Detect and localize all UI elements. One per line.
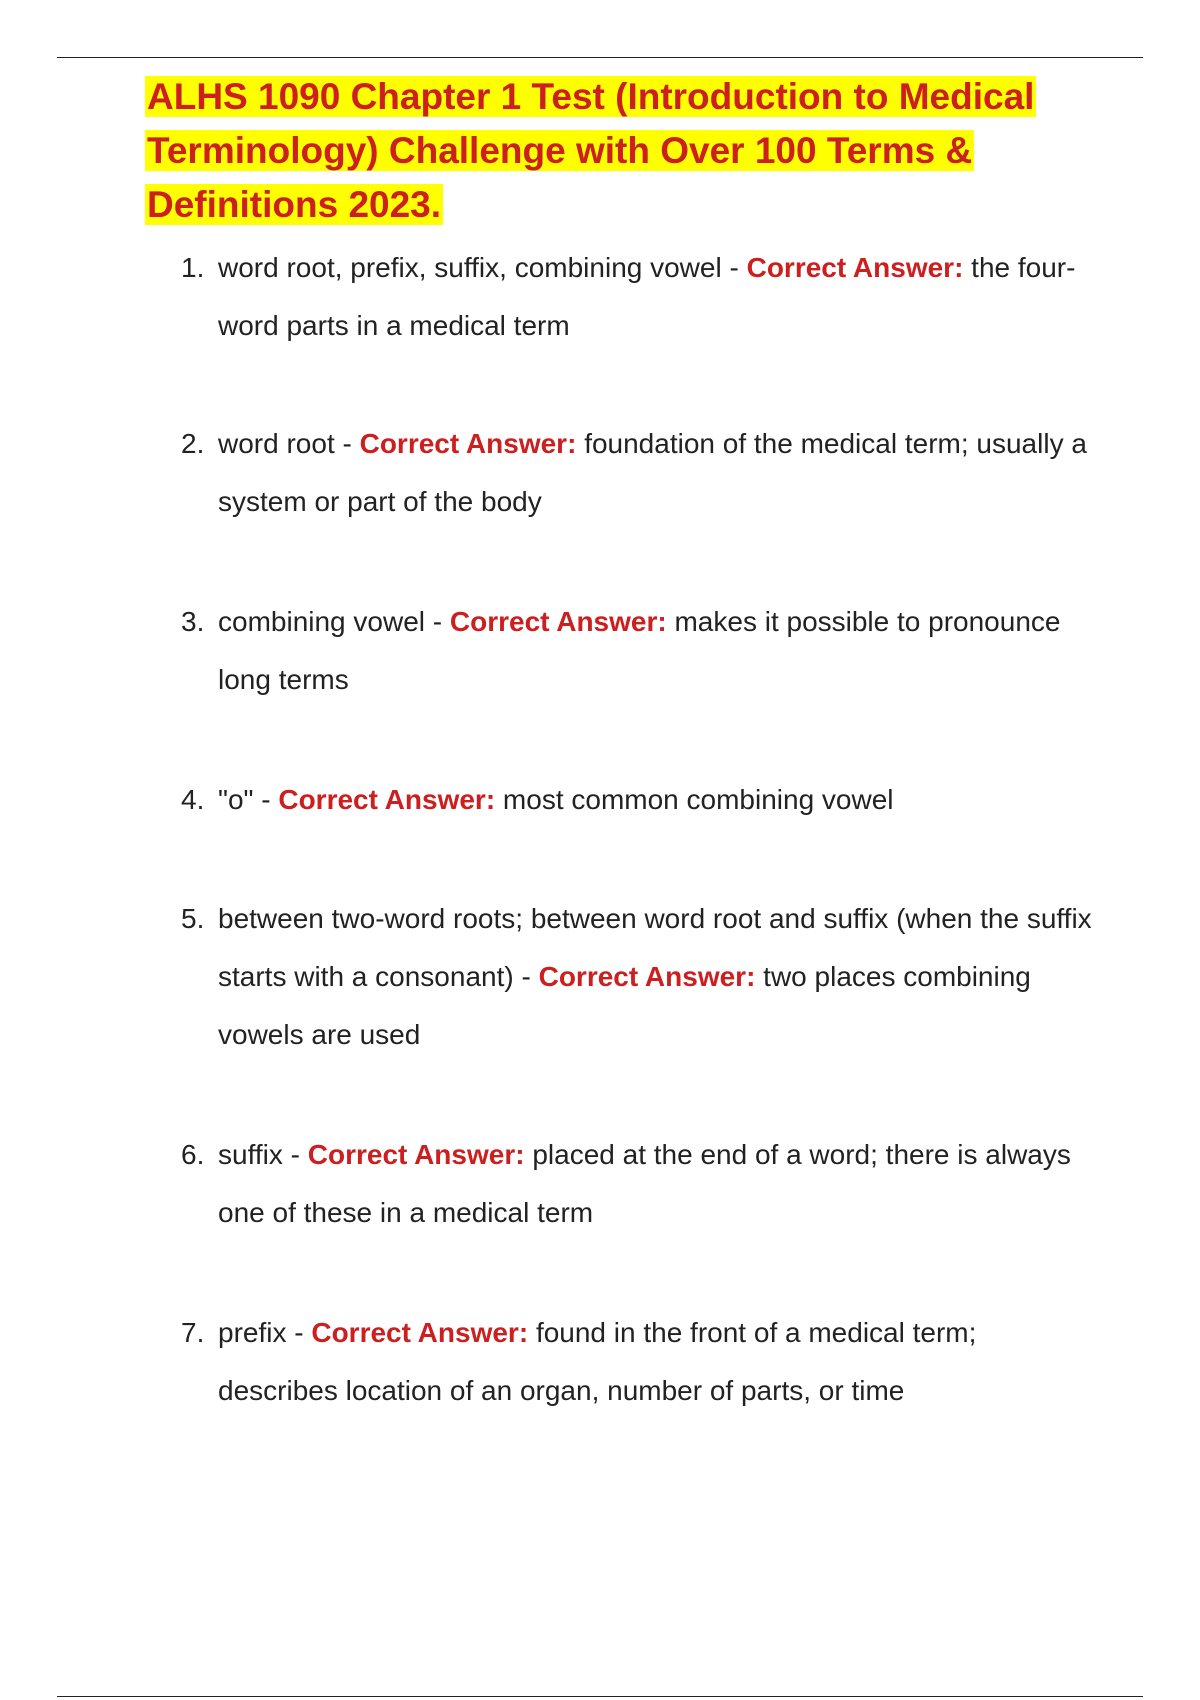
answer-label: Correct Answer:: [359, 428, 577, 459]
separator: -: [294, 1317, 304, 1348]
item-number: 5.: [181, 903, 205, 934]
answer-label: Correct Answer:: [311, 1317, 529, 1348]
item-answer: makes it possible to pronounce long terms: [218, 606, 1061, 695]
item-number: 7.: [181, 1317, 205, 1348]
separator: -: [729, 252, 739, 283]
item-number: 1.: [181, 252, 205, 283]
document-title: [145, 70, 1105, 232]
item-term: "o": [218, 784, 254, 815]
item-number: 6.: [181, 1139, 205, 1170]
item-answer: found in the front of a medical term; describes location of an organ, number of parts, or time: [218, 1317, 977, 1406]
answer-label: Correct Answer:: [746, 252, 964, 283]
item-answer: the four-word parts in a medical term: [218, 252, 1076, 341]
answer-label: Correct Answer:: [278, 784, 496, 815]
answer-label: Correct Answer:: [449, 606, 667, 637]
answer-label: Correct Answer:: [538, 961, 756, 992]
qa-item-7: [181, 1304, 1098, 1420]
item-number: 2.: [181, 428, 205, 459]
item-answer: two places combining vowels are used: [218, 961, 1031, 1050]
item-term: prefix: [218, 1317, 287, 1348]
item-answer: most common combining vowel: [502, 784, 894, 815]
top-rule: [57, 57, 1143, 58]
separator: -: [432, 606, 443, 637]
item-term: word root, prefix, suffix, combining vowel: [218, 252, 722, 283]
separator: -: [521, 961, 531, 992]
separator: -: [342, 428, 352, 459]
item-term: between two-word roots; between word root and suffix (when the suffix starts with a consonant): [218, 903, 1092, 992]
qa-item-3: [181, 593, 1098, 709]
item-term: word root: [218, 428, 335, 459]
bottom-rule: [57, 1696, 1143, 1697]
separator: -: [261, 784, 271, 815]
answer-label: Correct Answer:: [307, 1139, 525, 1170]
document-title-text: ALHS 1090 Chapter 1 Test (Introduction to Medical Terminology) Challenge with Over 100 Terms & Definitions 2023.: [147, 76, 1035, 225]
item-term: combining vowel: [218, 606, 425, 637]
qa-item-6: [181, 1126, 1098, 1242]
item-answer: foundation of the medical term; usually a system or part of the body: [218, 428, 1087, 517]
qa-item-1: [181, 239, 1098, 355]
item-number: 4.: [181, 784, 205, 815]
separator: -: [290, 1139, 300, 1170]
qa-item-4: [181, 771, 1098, 829]
qa-item-5: [181, 890, 1098, 1064]
item-number: 3.: [181, 606, 205, 637]
item-term: suffix: [218, 1139, 283, 1170]
item-answer: placed at the end of a word; there is always one of these in a medical term: [218, 1139, 1071, 1228]
qa-item-2: [181, 415, 1098, 531]
